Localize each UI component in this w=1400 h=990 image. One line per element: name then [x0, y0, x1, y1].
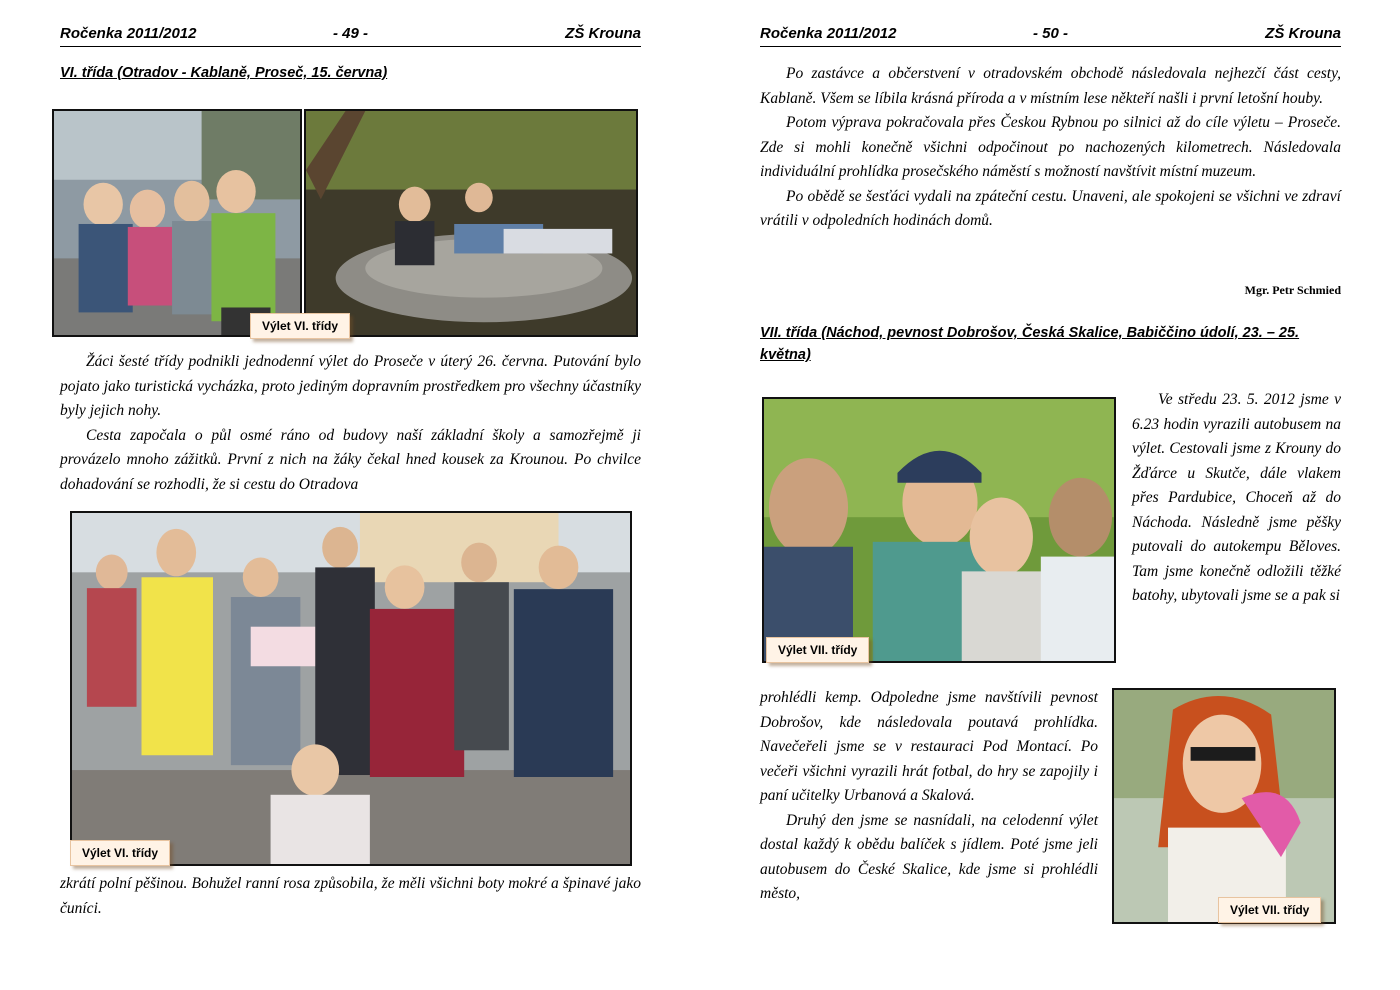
section-title-6: VI. třída (Otradov - Kablaně, Proseč, 15. června) [60, 65, 388, 81]
photo-river-rock [304, 109, 638, 337]
photo-group-class [70, 511, 632, 866]
paragraph: Druhý den jsme se nasnídali, na celodenní výlet dostal každý k obědu balíček s jídlem. Poté jsme jeli autobusem do České Skalice, kde jsme si prohlédli město, [760, 811, 1098, 902]
header-school: ZŠ Krouna [1265, 25, 1341, 42]
page-header [760, 24, 1341, 47]
text-block-lower [760, 686, 1098, 907]
author-signature: Mgr. Petr Schmied [1244, 283, 1341, 297]
photo-girl-sunglasses [1112, 688, 1336, 924]
photo-street-group [52, 109, 302, 337]
photo-boys-closeup [762, 397, 1116, 663]
text-block-continuation [760, 62, 1341, 234]
header-yearbook: Ročenka 2011/2012 [60, 25, 197, 42]
caption-photo-group: Výlet VI. třídy [70, 840, 170, 866]
paragraph: Po zastávce a občerstvení v otradovském obchodě následovala nejhezčí část cesty, Kablaně. Všem se líbila krásná příroda a v místním lese někteří našli i první letošní houby. [760, 65, 1341, 107]
text-block-side [1132, 388, 1341, 609]
paragraph: zkrátí polní pěšinou. Bohužel ranní rosa způsobila, že měli všichni boty mokré a špinavé jako čuníci. [60, 875, 641, 917]
header-page-number: - 49 - [332, 25, 369, 42]
paragraph: Po obědě se šesťáci vydali na zpáteční cestu. Unaveni, ale spokojeni se všichni ve zdraví vrátili v odpoledních hodinách domů. [760, 187, 1341, 229]
header-page-number: - 50 - [1032, 25, 1069, 42]
caption-photo-top: Výlet VI. třídy [250, 313, 350, 339]
text-block-ending [60, 872, 641, 921]
header-yearbook: Ročenka 2011/2012 [760, 25, 897, 42]
header-school: ZŠ Krouna [565, 25, 641, 42]
paragraph: Ve středu 23. 5. 2012 jsme v 6.23 hodin vyrazili autobusem na výlet. Cestovali jsme z Krouny do Žďárce u Skutče, dále vlakem přes Pardubice, Choceň až do Náchoda. Následně jsme pěšky putovali do autokempu Běloves. Tam jsme konečně odložili těžké batohy, ubytovali jsme se a pak si [1132, 391, 1341, 604]
paragraph: Žáci šesté třídy podnikli jednodenní výlet do Proseče v úterý 26. června. Putování bylo pojato jako turistická vycházka, proto jediným dopravním prostředkem pro všechny účastníky byly jejich nohy. [60, 353, 641, 419]
text-block-intro [60, 350, 641, 497]
section-title-7: VII. třída (Náchod, pevnost Dobrošov, Česká Skalice, Babiččino údolí, 23. – 25. května) [760, 325, 1300, 363]
caption-photo-girl: Výlet VII. třídy [1218, 897, 1321, 923]
page-header [60, 24, 641, 47]
paragraph: Potom výprava pokračovala přes Českou Rybnou po silnici až do cíle výletu – Proseče. Zde si mohli konečně všichni odpočinout po nachozených kilometrech. Následovala individuální prohlídka prosečského náměstí s možností navštívit místní muzeum. [760, 114, 1341, 180]
paragraph: Cesta započala o půl osmé ráno od budovy naší základní školy a samozřejmě ji provázelo mnoho zážitků. První z nich na žáky čekal hned kousek za Krounou. Po chvilce dohadování se rozhodli, že si cestu do Otradova [60, 426, 641, 493]
paragraph: prohlédli kemp. Odpoledne jsme navštívili pevnost Dobrošov, kde následovala poutavá prohlídka. Navečeřeli jsme se v restauraci Pod Montací. Po večeři všichni vyrazili hrát fotbal, do hry se zapojily i paní učitelky Urbanová a Skalová. [760, 689, 1098, 804]
caption-photo-boys: Výlet VII. třídy [766, 637, 869, 663]
page-50 [700, 0, 1400, 990]
